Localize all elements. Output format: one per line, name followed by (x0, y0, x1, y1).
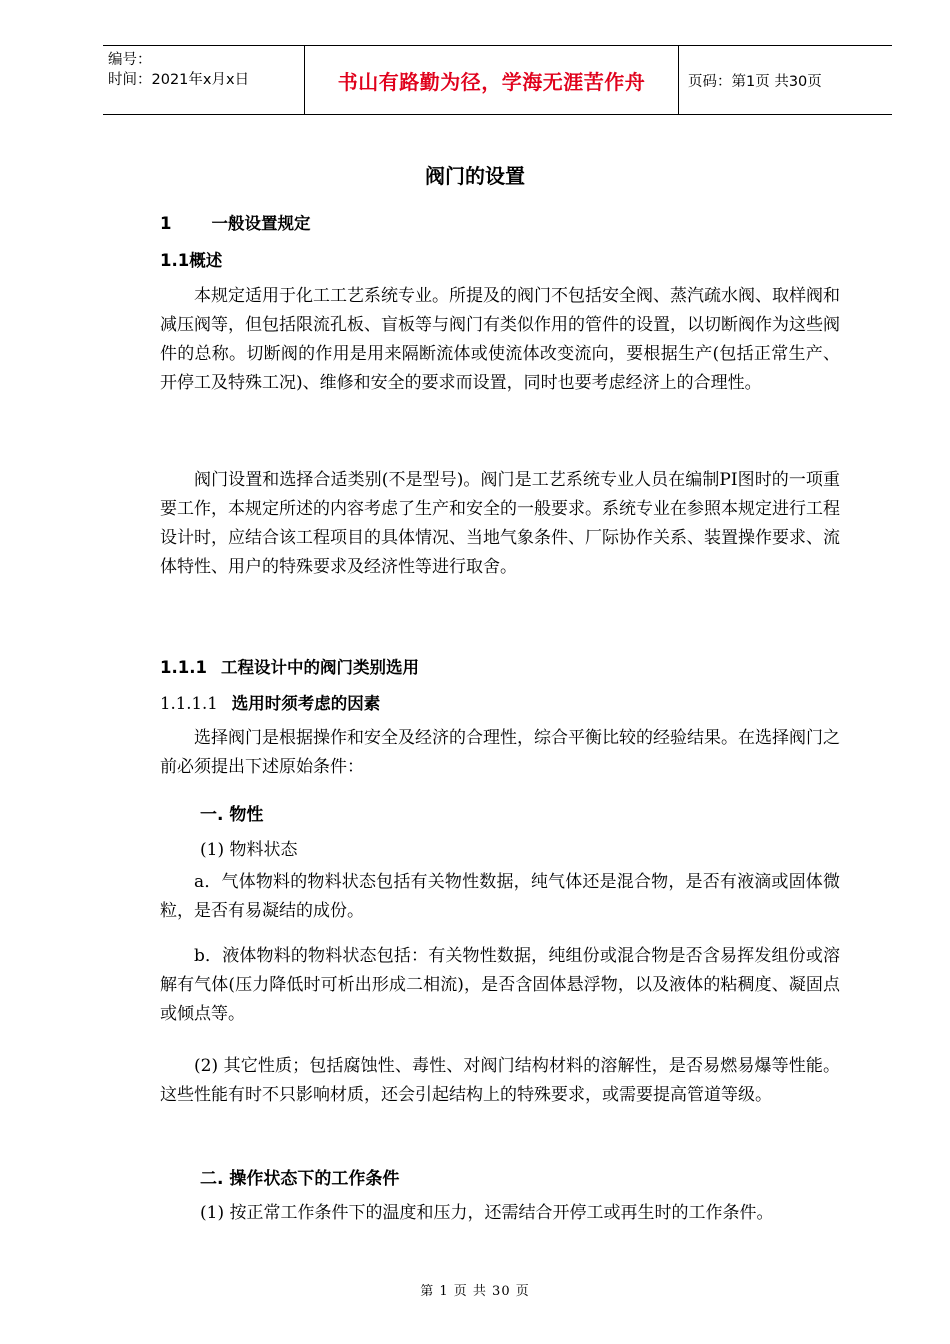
subheading-operating-conditions: 二. 操作状态下的工作条件 (200, 1169, 400, 1189)
subheading-physical-properties: 一. 物性 (200, 805, 264, 825)
section-1-1-heading: 1.1概述 (160, 251, 223, 270)
header-slogan: 书山有路勤为径，学海无涯苦作舟 (337, 69, 646, 94)
paragraph-other-properties: (2) 其它性质；包括腐蚀性、毒性、对阀门结构材料的溶解性，是否易燃易爆等性能。这些性能有时不只影响材质，还会引起结构上的特殊要求，或需要提高管道等级。 (160, 1056, 840, 1105)
item-normal-conditions: (1) 按正常工作条件下的温度和压力，还需结合开停工或再生时的工作条件。 (200, 1203, 774, 1223)
section-1-1-1-number: 1.1.1 (160, 658, 207, 677)
header-meta (103, 46, 303, 114)
item-material-state: (1) 物料状态 (200, 840, 298, 860)
paragraph-selection: 选择阀门是根据操作和安全及经济的合理性，综合平衡比较的经验结果。在选择阀门之前必须提出下述原始条件： (160, 728, 840, 777)
document-number-label: 编号： (108, 52, 152, 68)
header-page-info: 页码：第1页 共30页 (688, 73, 822, 90)
paragraph-liquid-state: b．液体物料的物料状态包括：有关物性数据，纯组份或混合物是否含易挥发组份或溶解有气体(压力降低时可析出形成二相流)，是否含固体悬浮物，以及液体的粘稠度、凝固点或倾点等。 (160, 946, 840, 1024)
page-header (103, 45, 892, 115)
section-1-1-1-1-title: 选用时须考虑的因素 (231, 694, 381, 713)
paragraph-gas-state: a．气体物料的物料状态包括有关物性数据，纯气体还是混合物，是否有液滴或固体微粒，是否有易凝结的成份。 (160, 872, 840, 921)
page-footer: 第 1 页 共 30 页 (420, 1284, 530, 1299)
section-1-number: 1 (160, 214, 172, 233)
header-slogan-cell (304, 46, 679, 114)
paragraph-overview-2: 阀门设置和选择合适类别(不是型号)。阀门是工艺系统专业人员在编制PI图时的一项重要工作，本规定所述的内容考虑了生产和安全的一般要求。系统专业在参照本规定进行工程设计时，应结合该工程项目的具体情况、当地气象条件、厂际协作关系、装置操作要求、流体特性、用户的特殊要求及经济性等进行取舍。 (160, 470, 840, 577)
header-page-info-cell (679, 46, 892, 114)
document-title: 阀门的设置 (425, 164, 525, 188)
section-1-heading (160, 210, 310, 234)
section-1-title: 一般设置规定 (211, 214, 311, 233)
section-1-1-1-1-number: 1.1.1.1 (160, 694, 218, 713)
section-1-1-1-heading (160, 654, 419, 678)
section-1-1-1-title: 工程设计中的阀门类别选用 (220, 658, 419, 677)
document-time-label: 时间：2021年x月x日 (108, 72, 250, 88)
section-1-1-1-1-heading (160, 690, 380, 714)
paragraph-overview-1: 本规定适用于化工工艺系统专业。所提及的阀门不包括安全阀、蒸汽疏水阀、取样阀和减压阀等，但包括限流孔板、盲板等与阀门有类似作用的管件的设置，以切断阀作为这些阀件的总称。切断阀的作用是用来隔断流体或使流体改变流向，要根据生产(包括正常生产、开停工及特殊工况)、维修和安全的要求而设置，同时也要考虑经济上的合理性。 (160, 286, 840, 393)
